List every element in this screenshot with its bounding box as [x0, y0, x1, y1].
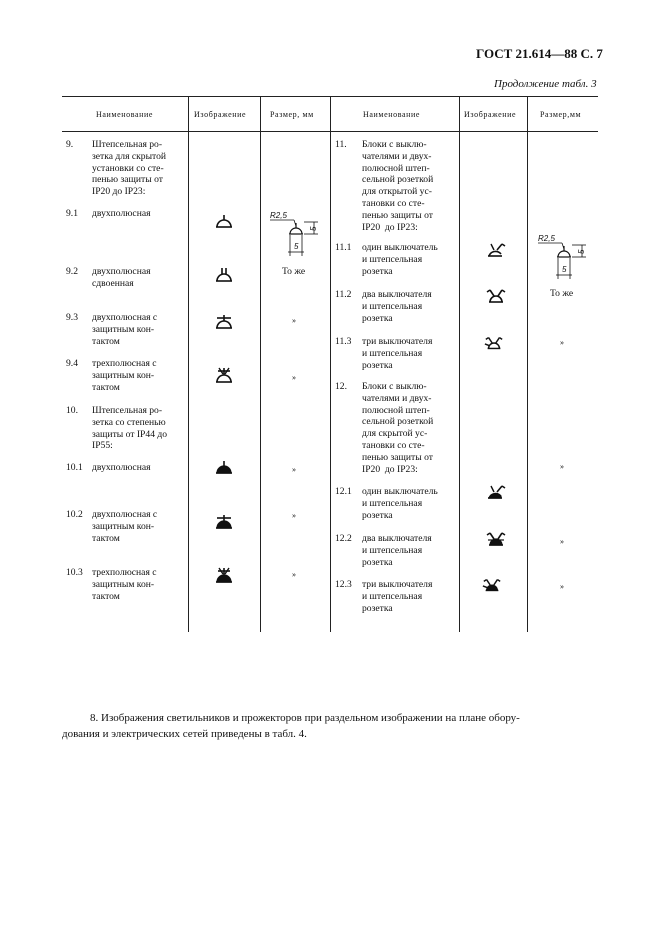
size-value: »	[292, 570, 296, 579]
size-value: »	[292, 373, 296, 382]
row-number: 11.3	[335, 336, 352, 347]
size-value: »	[292, 316, 296, 325]
socket-three-pole-protective-filled-icon	[214, 567, 234, 585]
size-value: »	[560, 462, 564, 471]
row-text: Штепсельная ро- зетка для скрытой установки со сте- пенью защиты от IP20 до IP23:	[92, 139, 167, 198]
socket-two-pole-protective-icon	[214, 314, 234, 332]
row-text: два выключателя и штепсельная розетка	[362, 533, 432, 568]
table-continuation-label: Продолжение табл. 3	[494, 78, 597, 90]
dimension-radius-label: R2,5	[538, 234, 555, 243]
column-header-size-right: Размер,мм	[540, 110, 582, 119]
row-number: 11.	[335, 139, 347, 150]
size-value: То же	[282, 266, 306, 277]
socket-two-pole-protective-filled-icon	[214, 514, 234, 532]
dimension-width-label: 5	[294, 242, 299, 251]
row-text: двухполюсная	[92, 462, 151, 473]
column-header-image-right: Изображение	[464, 110, 517, 119]
block-two-switch-open-icon	[486, 287, 506, 305]
socket-three-pole-protective-icon	[214, 367, 234, 385]
dimension-height-label: 5	[309, 226, 318, 231]
row-text: три выключателя и штепсельная розетка	[362, 579, 433, 614]
row-text: двухполюсная с защитным кон- тактом	[92, 509, 158, 544]
row-number: 11.2	[335, 289, 352, 300]
row-text: трехполюсная с защитным кон- тактом	[92, 567, 157, 602]
column-header-size-left: Размер, мм	[270, 110, 314, 119]
socket-two-pole-filled-icon	[214, 459, 234, 477]
row-number: 9.4	[66, 358, 78, 369]
row-number: 12.1	[335, 486, 352, 497]
size-value: »	[292, 511, 296, 520]
column-header-name-left: Наименование	[96, 110, 154, 119]
socket-two-pole-double-icon	[214, 266, 234, 284]
dimension-drawing	[532, 231, 590, 287]
col-divider-5	[527, 96, 528, 632]
row-number: 12.	[335, 381, 347, 392]
block-three-switch-hidden-icon	[482, 576, 502, 594]
col-divider-2	[260, 96, 261, 632]
row-number: 9.1	[66, 208, 78, 219]
row-text: двухполюсная сдвоенная	[92, 266, 151, 289]
column-header-name-right: Наименование	[363, 110, 421, 119]
row-text: Штепсельная ро- зетка со степенью защиты от IP44 до IP55:	[92, 405, 168, 452]
size-value: То же	[550, 288, 574, 299]
row-number: 11.1	[335, 242, 352, 253]
footer-paragraph-line-1: 8. Изображения светильников и прожекторов при раздельном изображении на плане обору-	[90, 712, 520, 724]
row-text: один выключатель и штепсельная розетка	[362, 242, 438, 277]
size-value: »	[560, 338, 564, 347]
row-text: Блоки с выклю- чателями и двух- полюсной штеп- сельной розеткой для скрытой ус- тановки со сте- пенью защиты от IP20 до IP23:	[362, 381, 434, 475]
row-number: 12.2	[335, 533, 352, 544]
row-text: Блоки с выклю- чателями и двух- полюсной штеп- сельной розеткой для открытой ус- тановки со сте- пенью защиты от IP20 до IP23:	[362, 139, 434, 233]
row-number: 10.2	[66, 509, 83, 520]
dimension-radius-label: R2,5	[270, 211, 287, 220]
row-number: 9.2	[66, 266, 78, 277]
size-value: »	[292, 465, 296, 474]
row-text: двухполюсная с защитным кон- тактом	[92, 312, 158, 347]
dimension-width-label: 5	[562, 265, 567, 274]
row-number: 10.1	[66, 462, 83, 473]
block-one-switch-hidden-icon	[486, 483, 506, 501]
row-text: три выключателя и штепсельная розетка	[362, 336, 433, 371]
row-number: 10.3	[66, 567, 83, 578]
row-text: двухполюсная	[92, 208, 151, 219]
row-number: 9.3	[66, 312, 78, 323]
page-header: ГОСТ 21.614—88 С. 7	[476, 46, 603, 61]
socket-two-pole-icon	[214, 213, 234, 231]
block-three-switch-open-icon	[484, 334, 504, 352]
row-number: 9.	[66, 139, 74, 150]
col-divider-3	[330, 96, 331, 632]
row-text: трехполюсная с защитным кон- тактом	[92, 358, 157, 393]
block-two-switch-hidden-icon	[486, 530, 506, 548]
row-text: один выключатель и штепсельная розетка	[362, 486, 438, 521]
row-text: два выключателя и штепсельная розетка	[362, 289, 432, 324]
dimension-drawing	[266, 208, 322, 264]
size-value: »	[560, 537, 564, 546]
col-divider-4	[459, 96, 460, 632]
row-number: 12.3	[335, 579, 352, 590]
size-value: »	[560, 582, 564, 591]
column-header-image-left: Изображение	[194, 110, 247, 119]
dimension-height-label: 5	[577, 249, 586, 254]
footer-paragraph-line-2: дования и электрических сетей приведены в табл. 4.	[62, 728, 307, 740]
block-one-switch-open-icon	[486, 241, 506, 259]
row-number: 10.	[66, 405, 78, 416]
col-divider-1	[188, 96, 189, 632]
